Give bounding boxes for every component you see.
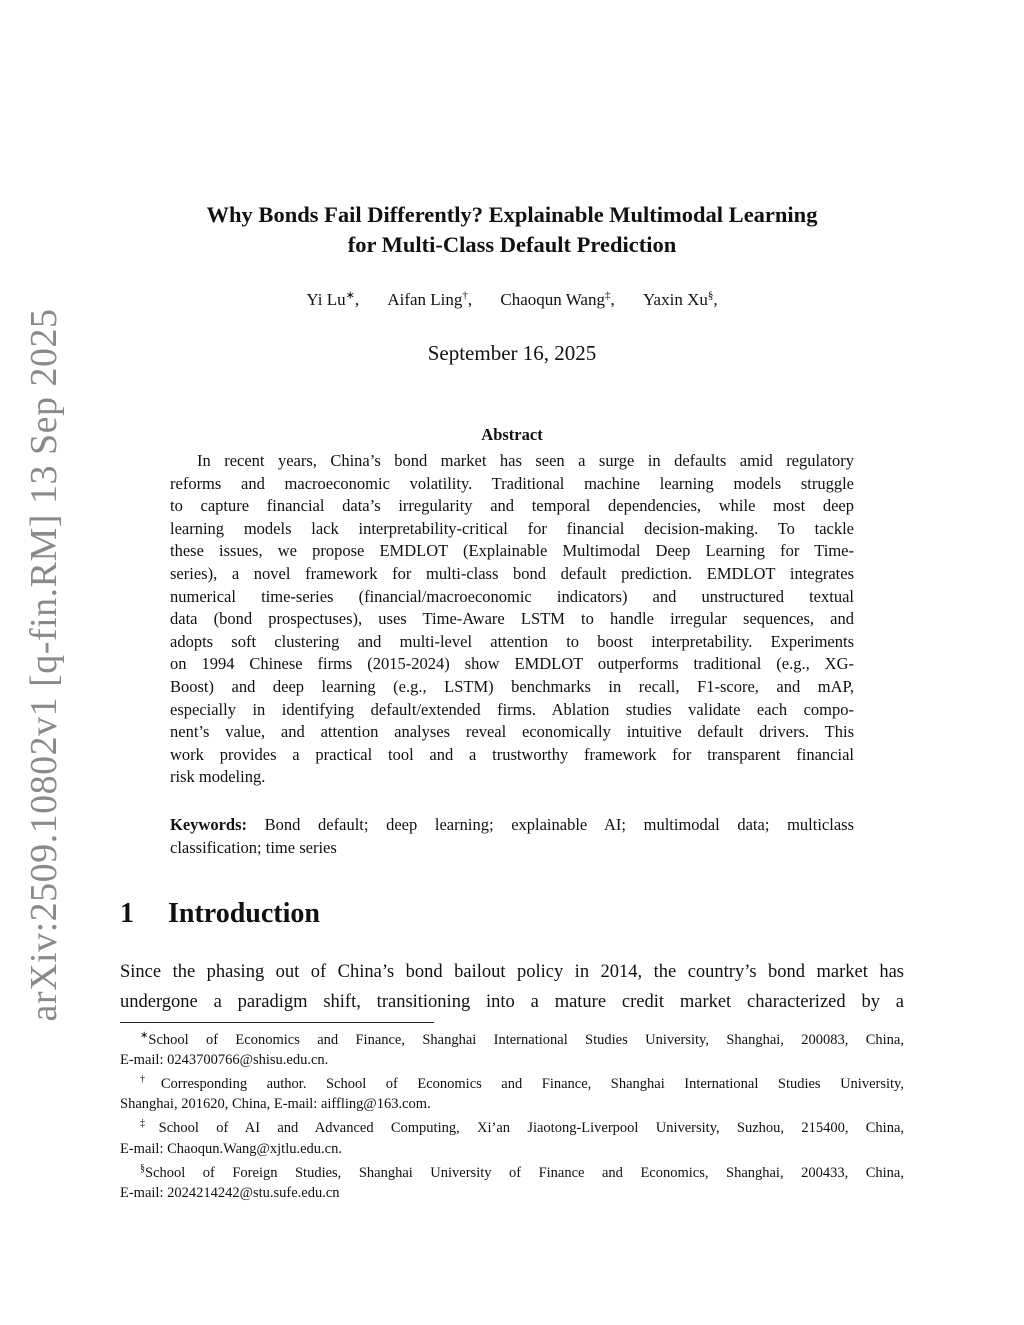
author-mark: †	[462, 289, 468, 301]
footnote-mark: ‡	[140, 1118, 159, 1130]
footnote-line	[120, 1114, 904, 1138]
footnote-line	[120, 1070, 904, 1094]
abstract-line: risk modeling.	[170, 767, 266, 787]
author-list	[120, 288, 904, 310]
author-mark: §	[707, 289, 714, 301]
author-name: Yaxin Xu	[642, 289, 708, 309]
footnote-text: School of AI and Advanced Computing, Xi’an Jiaotong-Liverpool University, Suzhou, 215400, China,	[158, 1120, 904, 1137]
author-mark: ‡	[604, 289, 611, 301]
section-number: 1	[120, 898, 134, 929]
footnote-text: Corresponding author. School of Economics and Finance, Shanghai International Studies University,	[160, 1076, 904, 1093]
abstract-body	[170, 450, 854, 789]
footnotes	[120, 1026, 904, 1203]
author: Aifan Ling†,	[387, 289, 473, 309]
author: Yi Lu∗,	[306, 289, 360, 309]
paper-title	[120, 200, 904, 260]
footnote-line: E-mail: 2024214242@stu.sufe.edu.cn	[120, 1184, 340, 1201]
keywords	[170, 813, 854, 859]
paper-date: September 16, 2025	[427, 341, 597, 365]
footnote-rule	[120, 1022, 434, 1023]
keywords-text: Bond default; deep learning; explainable AI; multimodal data; multiclass	[247, 815, 854, 834]
footnote-text: School of Foreign Studies, Shanghai University of Finance and Economics, Shanghai, 200433, China,	[145, 1164, 904, 1181]
intro-line: undergone a paradigm shift, transitioning into a mature credit market characterized by a	[120, 992, 904, 1012]
footnote-line	[120, 1026, 904, 1050]
author-mark: ∗	[345, 289, 355, 301]
author-name: Yi Lu	[306, 289, 346, 309]
author: Chaoqun Wang‡,	[500, 289, 615, 309]
abstract-line: to capture financial data’s irregularity and temporal dependencies, while most deep	[170, 496, 854, 516]
abstract-line: nent’s value, and attention analyses reveal economically intuitive default drivers. This	[170, 722, 854, 742]
abstract-line: data (bond prospectuses), uses Time-Aware LSTM to handle irregular sequences, and	[170, 609, 854, 629]
keywords-line	[170, 813, 854, 836]
abstract-line: reforms and macroeconomic volatility. Traditional machine learning models struggle	[170, 473, 854, 493]
author-name: Chaoqun Wang	[500, 289, 605, 309]
title-line: Why Bonds Fail Differently? Explainable Multimodal Learning	[206, 202, 818, 227]
footnote-mark: §	[140, 1162, 145, 1174]
abstract-line: especially in identifying default/extended firms. Ablation studies validate each compo-	[170, 699, 854, 719]
author: Yaxin Xu§,	[642, 289, 718, 309]
author-name: Aifan Ling	[387, 289, 463, 309]
footnote-mark: †	[140, 1074, 161, 1086]
abstract-line: Boost) and deep learning (e.g., LSTM) benchmarks in recall, F1-score, and mAP,	[170, 676, 854, 696]
abstract-heading: Abstract	[481, 425, 543, 444]
keywords-line: classification; time series	[170, 838, 337, 857]
abstract-line: numerical time-series (financial/macroeconomic indicators) and unstructured textual	[170, 586, 854, 606]
section-heading	[120, 898, 320, 930]
abstract-line: series), a novel framework for multi-class bond default prediction. EMDLOT integrates	[170, 563, 854, 583]
abstract-line: In recent years, China’s bond market has seen a surge in defaults amid regulatory	[197, 451, 854, 470]
abstract-line: these issues, we propose EMDLOT (Explainable Multimodal Deep Learning for Time-	[170, 541, 854, 561]
footnote-line: E-mail: Chaoqun.Wang@xjtlu.edu.cn.	[120, 1140, 342, 1157]
footnote-line: E-mail: 0243700766@shisu.edu.cn.	[120, 1052, 329, 1069]
footnote-text: School of Economics and Finance, Shanghai International Studies University, Shanghai, 200083, China,	[148, 1031, 904, 1048]
abstract-line: learning models lack interpretability-critical for financial decision-making. To tackle	[170, 518, 854, 538]
abstract-line: adopts soft clustering and multi-level attention to boost interpretability. Experiments	[170, 631, 854, 651]
footnote-mark: ∗	[140, 1030, 149, 1041]
intro-paragraph	[120, 957, 904, 1017]
footnote-line	[120, 1159, 904, 1183]
footnote-line: Shanghai, 201620, China, E-mail: aiffling@163.com.	[120, 1096, 431, 1113]
title-line: for Multi-Class Default Prediction	[347, 232, 677, 257]
abstract-line: on 1994 Chinese firms (2015-2024) show EMDLOT outperforms traditional (e.g., XG-	[170, 654, 854, 674]
section-title: Introduction	[168, 898, 320, 929]
keywords-label: Keywords:	[170, 815, 247, 834]
intro-line: Since the phasing out of China’s bond bailout policy in 2014, the country’s bond market has	[120, 962, 904, 982]
abstract-line: work provides a practical tool and a trustworthy framework for transparent financial	[170, 744, 854, 764]
arxiv-identifier-text: arXiv:2509.10802v1 [q-fin.RM] 13 Sep 2025	[23, 308, 65, 1022]
